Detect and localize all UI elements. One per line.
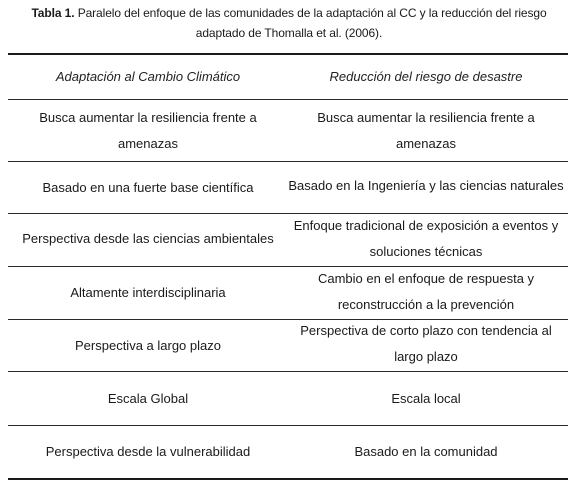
table-cell: Cambio en el enfoque de respuesta y reconstrucción a la prevención bbox=[317, 270, 535, 312]
table-cell: Basado en la comunidad bbox=[354, 444, 498, 459]
table-cell: Perspectiva desde la vulnerabilidad bbox=[45, 444, 251, 459]
table-cell: Basado en la Ingeniería y las ciencias naturales bbox=[288, 178, 564, 193]
column-header-adaptation: Adaptación al Cambio Climático bbox=[55, 69, 241, 84]
table-cell: Escala Global bbox=[107, 390, 189, 406]
column-header-risk-reduction: Reducción del riesgo de desastre bbox=[329, 69, 523, 84]
table-cell: Busca aumentar la resiliencia frente a amenazas bbox=[317, 109, 535, 151]
caption-line-1 bbox=[0, 3, 578, 23]
table-cell: Perspectiva a largo plazo bbox=[75, 337, 221, 353]
caption-text-2: adaptado de Thomalla et al. (2006). bbox=[195, 26, 383, 40]
table-cell: Basado en una fuerte base científica bbox=[42, 179, 254, 195]
table-cell: Escala local bbox=[391, 390, 461, 406]
table-caption bbox=[0, 3, 578, 43]
table-cell: Enfoque tradicional de exposición a eventos y soluciones técnicas bbox=[293, 218, 559, 259]
table-bottom-rule bbox=[8, 478, 568, 480]
caption-label: Tabla 1. bbox=[31, 6, 75, 20]
table-cell: Altamente interdisciplinaria bbox=[70, 285, 226, 300]
table-cell: Perspectiva de corto plazo con tendencia al largo plazo bbox=[300, 323, 552, 364]
table-cell: Busca aumentar la resiliencia frente a amenazas bbox=[39, 109, 257, 151]
table-cell: Perspectiva desde las ciencias ambientales bbox=[22, 231, 274, 246]
caption-text-1: Paralelo del enfoque de las comunidades de la adaptación al CC y la reducción del riesgo bbox=[77, 6, 547, 20]
